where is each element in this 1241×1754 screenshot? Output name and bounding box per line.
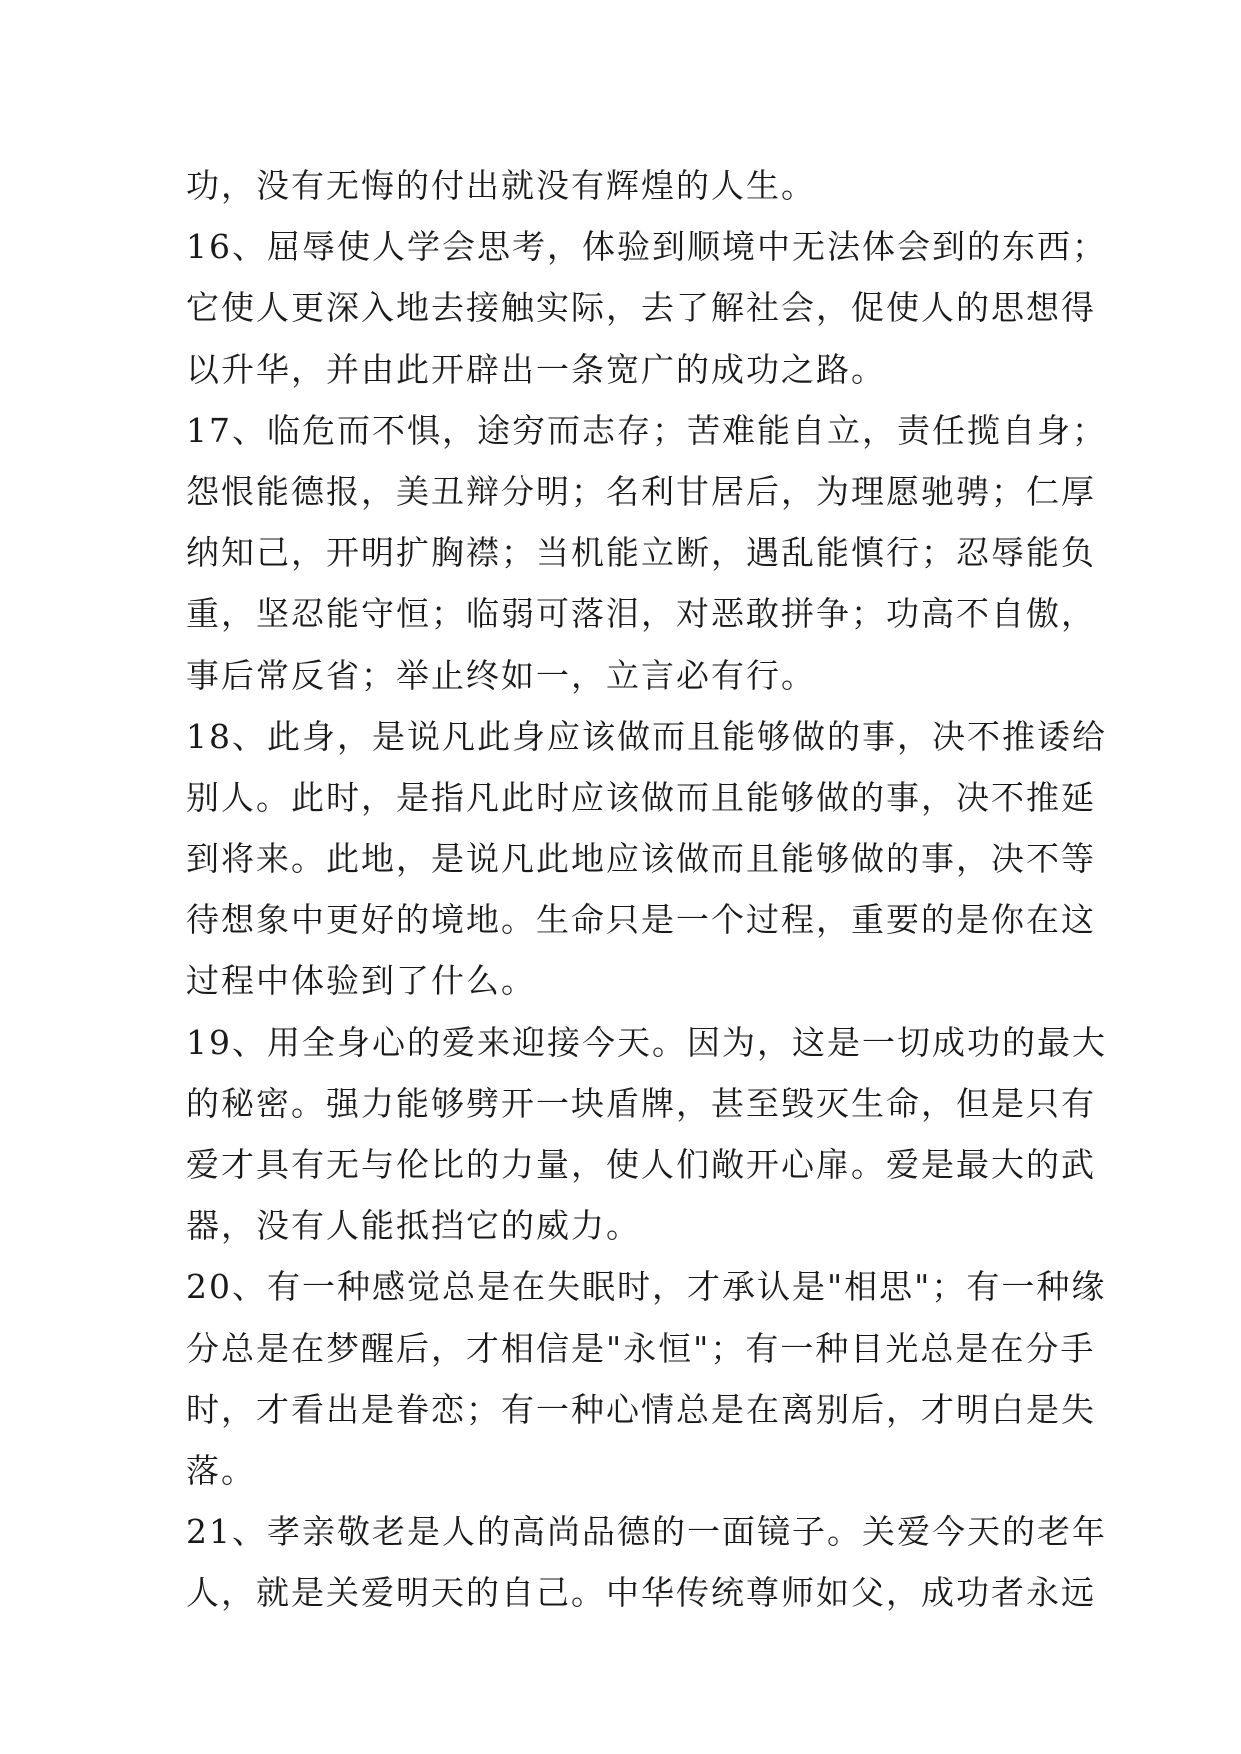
text-line: 时，才看出是眷恋；有一种心情总是在离别后，才明白是失: [186, 1389, 1096, 1429]
text-line: 器，没有人能抵挡它的威力。: [186, 1206, 641, 1246]
text-line: 它使人更深入地去接触实际，去了解社会，促使人的思想得: [186, 288, 1096, 328]
text-line: 21、孝亲敬老是人的高尚品德的一面镜子。关爱今天的老年: [186, 1512, 1107, 1552]
text-line: 事后常反省；举止终如一，立言必有行。: [186, 655, 816, 695]
text-line: 重，坚忍能守恒；临弱可落泪，对恶敢拼争；功高不自傲，: [186, 594, 1096, 634]
text-line: 16、屈辱使人学会思考，体验到顺境中无法体会到的东西；: [186, 227, 1107, 267]
text-line: 以升华，并由此开辟出一条宽广的成功之路。: [186, 349, 886, 389]
text-line: 怨恨能德报，美丑辩分明；名利甘居后，为理愿驰骋；仁厚: [186, 471, 1096, 511]
text-line: 功，没有无悔的付出就没有辉煌的人生。: [186, 166, 816, 205]
text-line: 的秘密。强力能够劈开一块盾牌，甚至毁灭生命，但是只有: [186, 1083, 1096, 1123]
text-line: 人，就是关爱明天的自己。中华传统尊师如父，成功者永远: [186, 1573, 1096, 1613]
text-line: 17、临危而不惧，途穷而志存；苦难能自立，责任揽自身；: [186, 410, 1107, 450]
text-line: 爱才具有无与伦比的力量，使人们敞开心扉。爱是最大的武: [186, 1145, 1096, 1184]
text-line: 别人。此时，是指凡此时应该做而且能够做的事，决不推延: [186, 777, 1096, 817]
text-line: 纳知己，开明扩胸襟；当机能立断，遇乱能慎行；忍辱能负: [186, 533, 1096, 573]
text-line: 落。: [186, 1450, 256, 1490]
text-line: 20、有一种感觉总是在失眠时，才承认是"相思"；有一种缘: [186, 1267, 1107, 1307]
text-line: 待想象中更好的境地。生命只是一个过程，重要的是你在这: [186, 900, 1096, 940]
text-line: 19、用全身心的爱来迎接今天。因为，这是一切成功的最大: [186, 1022, 1107, 1062]
text-line: 到将来。此地，是说凡此地应该做而且能够做的事，决不等: [186, 839, 1096, 879]
text-line: 过程中体验到了什么。: [186, 961, 536, 1001]
text-line: 18、此身，是说凡此身应该做而且能够做的事，决不推诿给: [186, 716, 1107, 756]
text-line: 分总是在梦醒后，才相信是"永恒"；有一种目光总是在分手: [186, 1328, 1096, 1368]
body-text: [186, 155, 1107, 1624]
